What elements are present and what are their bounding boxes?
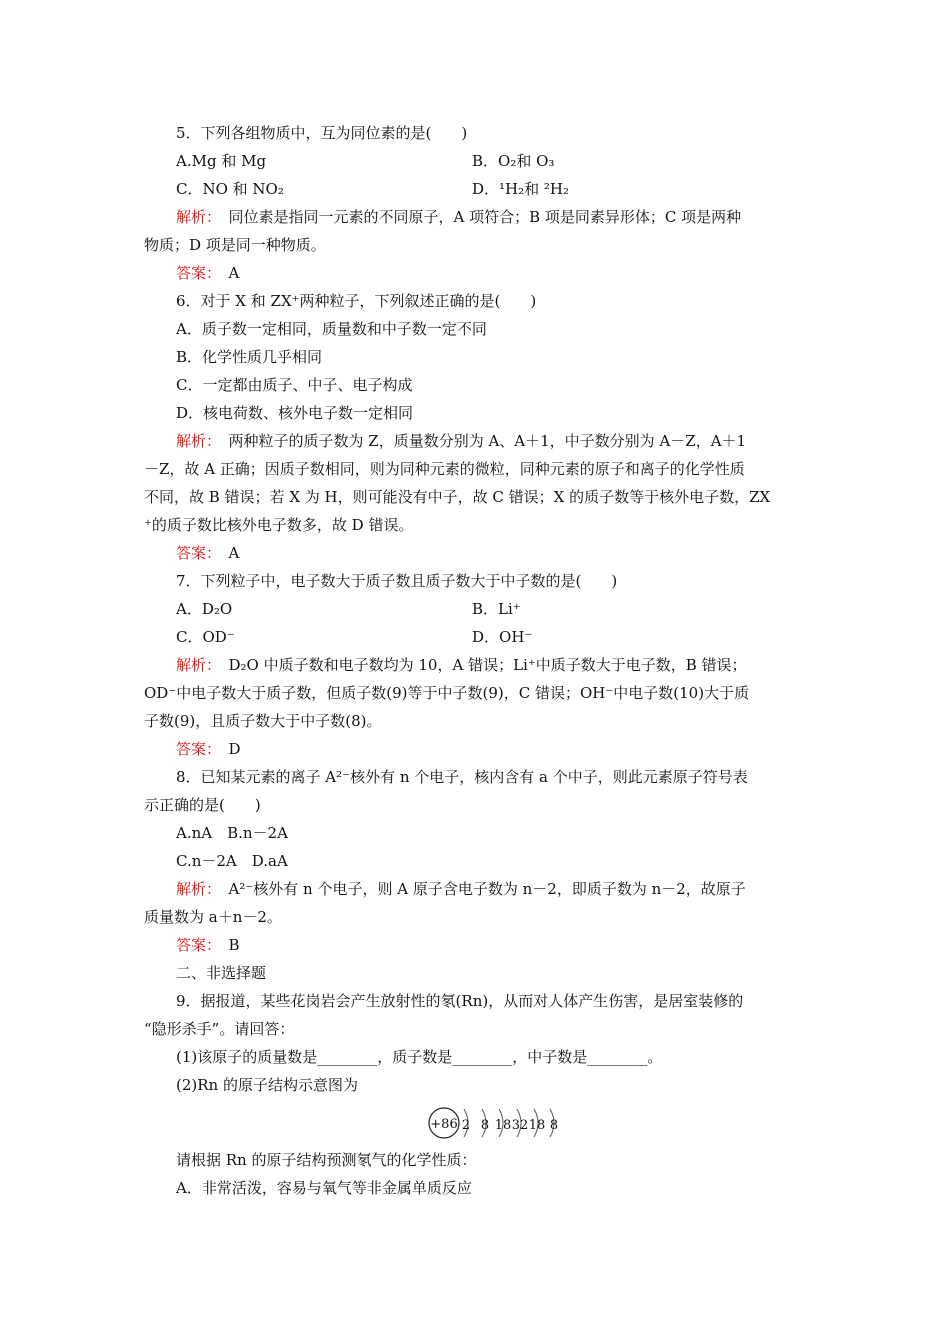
shell-electron-count: 8 [480,1118,490,1133]
shell-electron-count: 32 [511,1118,529,1133]
answer-label: 答案： [176,544,214,562]
shell-electron-count: 8 [549,1118,559,1133]
answer-6: 答案： A [176,544,240,562]
analysis-6-line1: 解析： 两种粒子的质子数为 Z，质量数分别为 A、A＋1，中子数分别为 A－Z，A＋1 [176,432,747,450]
section-heading: 二、非选择题 [176,964,267,982]
question-9-predict: 请根据 Rn 的原子结构预测氡气的化学性质： [176,1151,477,1169]
option-7c: C．OD⁻ [176,628,235,646]
options-8-cd: C.n－2A D.aA [176,852,288,870]
nucleus-charge: +86 [430,1117,458,1132]
question-6: 6．对于 X 和 ZX⁺两种粒子，下列叙述正确的是( ) [176,292,537,310]
question-8-line1: 8．已知某元素的离子 A²⁻核外有 n 个电子，核内含有 a 个中子，则此元素原子符号表 [176,768,748,786]
analysis-7-line2: OD⁻中电子数大于质子数，但质子数(9)等于中子数(9)，C 错误；OH⁻中电子数(10)大于质 [144,684,750,702]
question-5: 5．下列各组物质中，互为同位素的是( ) [176,124,468,142]
question-9-part1: (1)该原子的质量数是________，质子数是________，中子数是________。 [176,1048,663,1066]
question-9-line2: “隐形杀手”。请回答： [144,1020,295,1038]
shell-electron-count: 2 [461,1118,471,1133]
answer-label: 答案： [176,264,214,282]
answer-7: 答案： D [176,740,241,758]
analysis-7-line3: 子数(9)，且质子数大于中子数(8)。 [144,712,382,730]
analysis-5-line2: 物质；D 项是同一种物质。 [144,236,326,254]
analysis-8-line1: 解析： A²⁻核外有 n 个电子，则 A 原子含电子数为 n－2，即质子数为 n－2，故原子 [176,880,746,898]
analysis-label: 解析： [176,208,214,226]
analysis-6-line2: －Z，故 A 正确；因质子数相同，则为同种元素的微粒，同种元素的原子和离子的化学性质 [144,460,745,478]
option-5a: A.Mg 和 Mg [176,152,267,170]
option-5d: D．¹H₂和 ²H₂ [472,180,570,198]
analysis-7-line1: 解析： D₂O 中质子数和电子数均为 10，A 错误；Li⁺中质子数大于电子数，B 错误； [176,656,747,674]
analysis-label: 解析： [176,880,214,898]
analysis-label: 解析： [176,432,214,450]
analysis-8-line2: 质量数为 a＋n－2。 [144,908,282,926]
question-8-line2: 示正确的是( ) [144,796,261,814]
question-9-line1: 9．据报道，某些花岗岩会产生放射性的氡(Rn)，从而对人体产生伤害，是居室装修的 [176,992,744,1010]
analysis-5-line1: 解析： 同位素是指同一元素的不同原子，A 项符合；B 项是同素异形体；C 项是两种 [176,208,742,226]
option-5b: B．O₂和 O₃ [472,152,555,170]
option-7b: B．Li⁺ [472,600,521,618]
option-7d: D．OH⁻ [472,628,533,646]
options-8-ab: A.nA B.n－2A [176,824,288,842]
option-6b: B．化学性质几乎相同 [176,348,323,366]
shell-electron-count: 18 [494,1118,512,1133]
option-9a: A．非常活泼，容易与氧气等非金属单质反应 [176,1179,472,1197]
option-7a: A．D₂O [176,600,233,618]
option-5c: C．NO 和 NO₂ [176,180,284,198]
answer-5: 答案： A [176,264,240,282]
shell-electron-count: 18 [528,1118,546,1133]
option-6a: A．质子数一定相同，质量数和中子数一定不同 [176,320,487,338]
analysis-6-line4: ⁺的质子数比核外电子数多，故 D 错误。 [144,516,414,534]
analysis-6-line3: 不同，故 B 错误；若 X 为 H，则可能没有中子，故 C 错误；X 的质子数等于核外电子数，ZX [144,488,771,506]
question-7: 7．下列粒子中，电子数大于质子数且质子数大于中子数的是( ) [176,572,618,590]
atomic-structure-diagram [426,1103,566,1143]
answer-label: 答案： [176,936,214,954]
question-9-part2: (2)Rn 的原子结构示意图为 [176,1076,358,1094]
answer-label: 答案： [176,740,214,758]
analysis-label: 解析： [176,656,214,674]
answer-8: 答案： B [176,936,240,954]
option-6c: C．一定都由质子、中子、电子构成 [176,376,413,394]
option-6d: D．核电荷数、核外电子数一定相同 [176,404,414,422]
